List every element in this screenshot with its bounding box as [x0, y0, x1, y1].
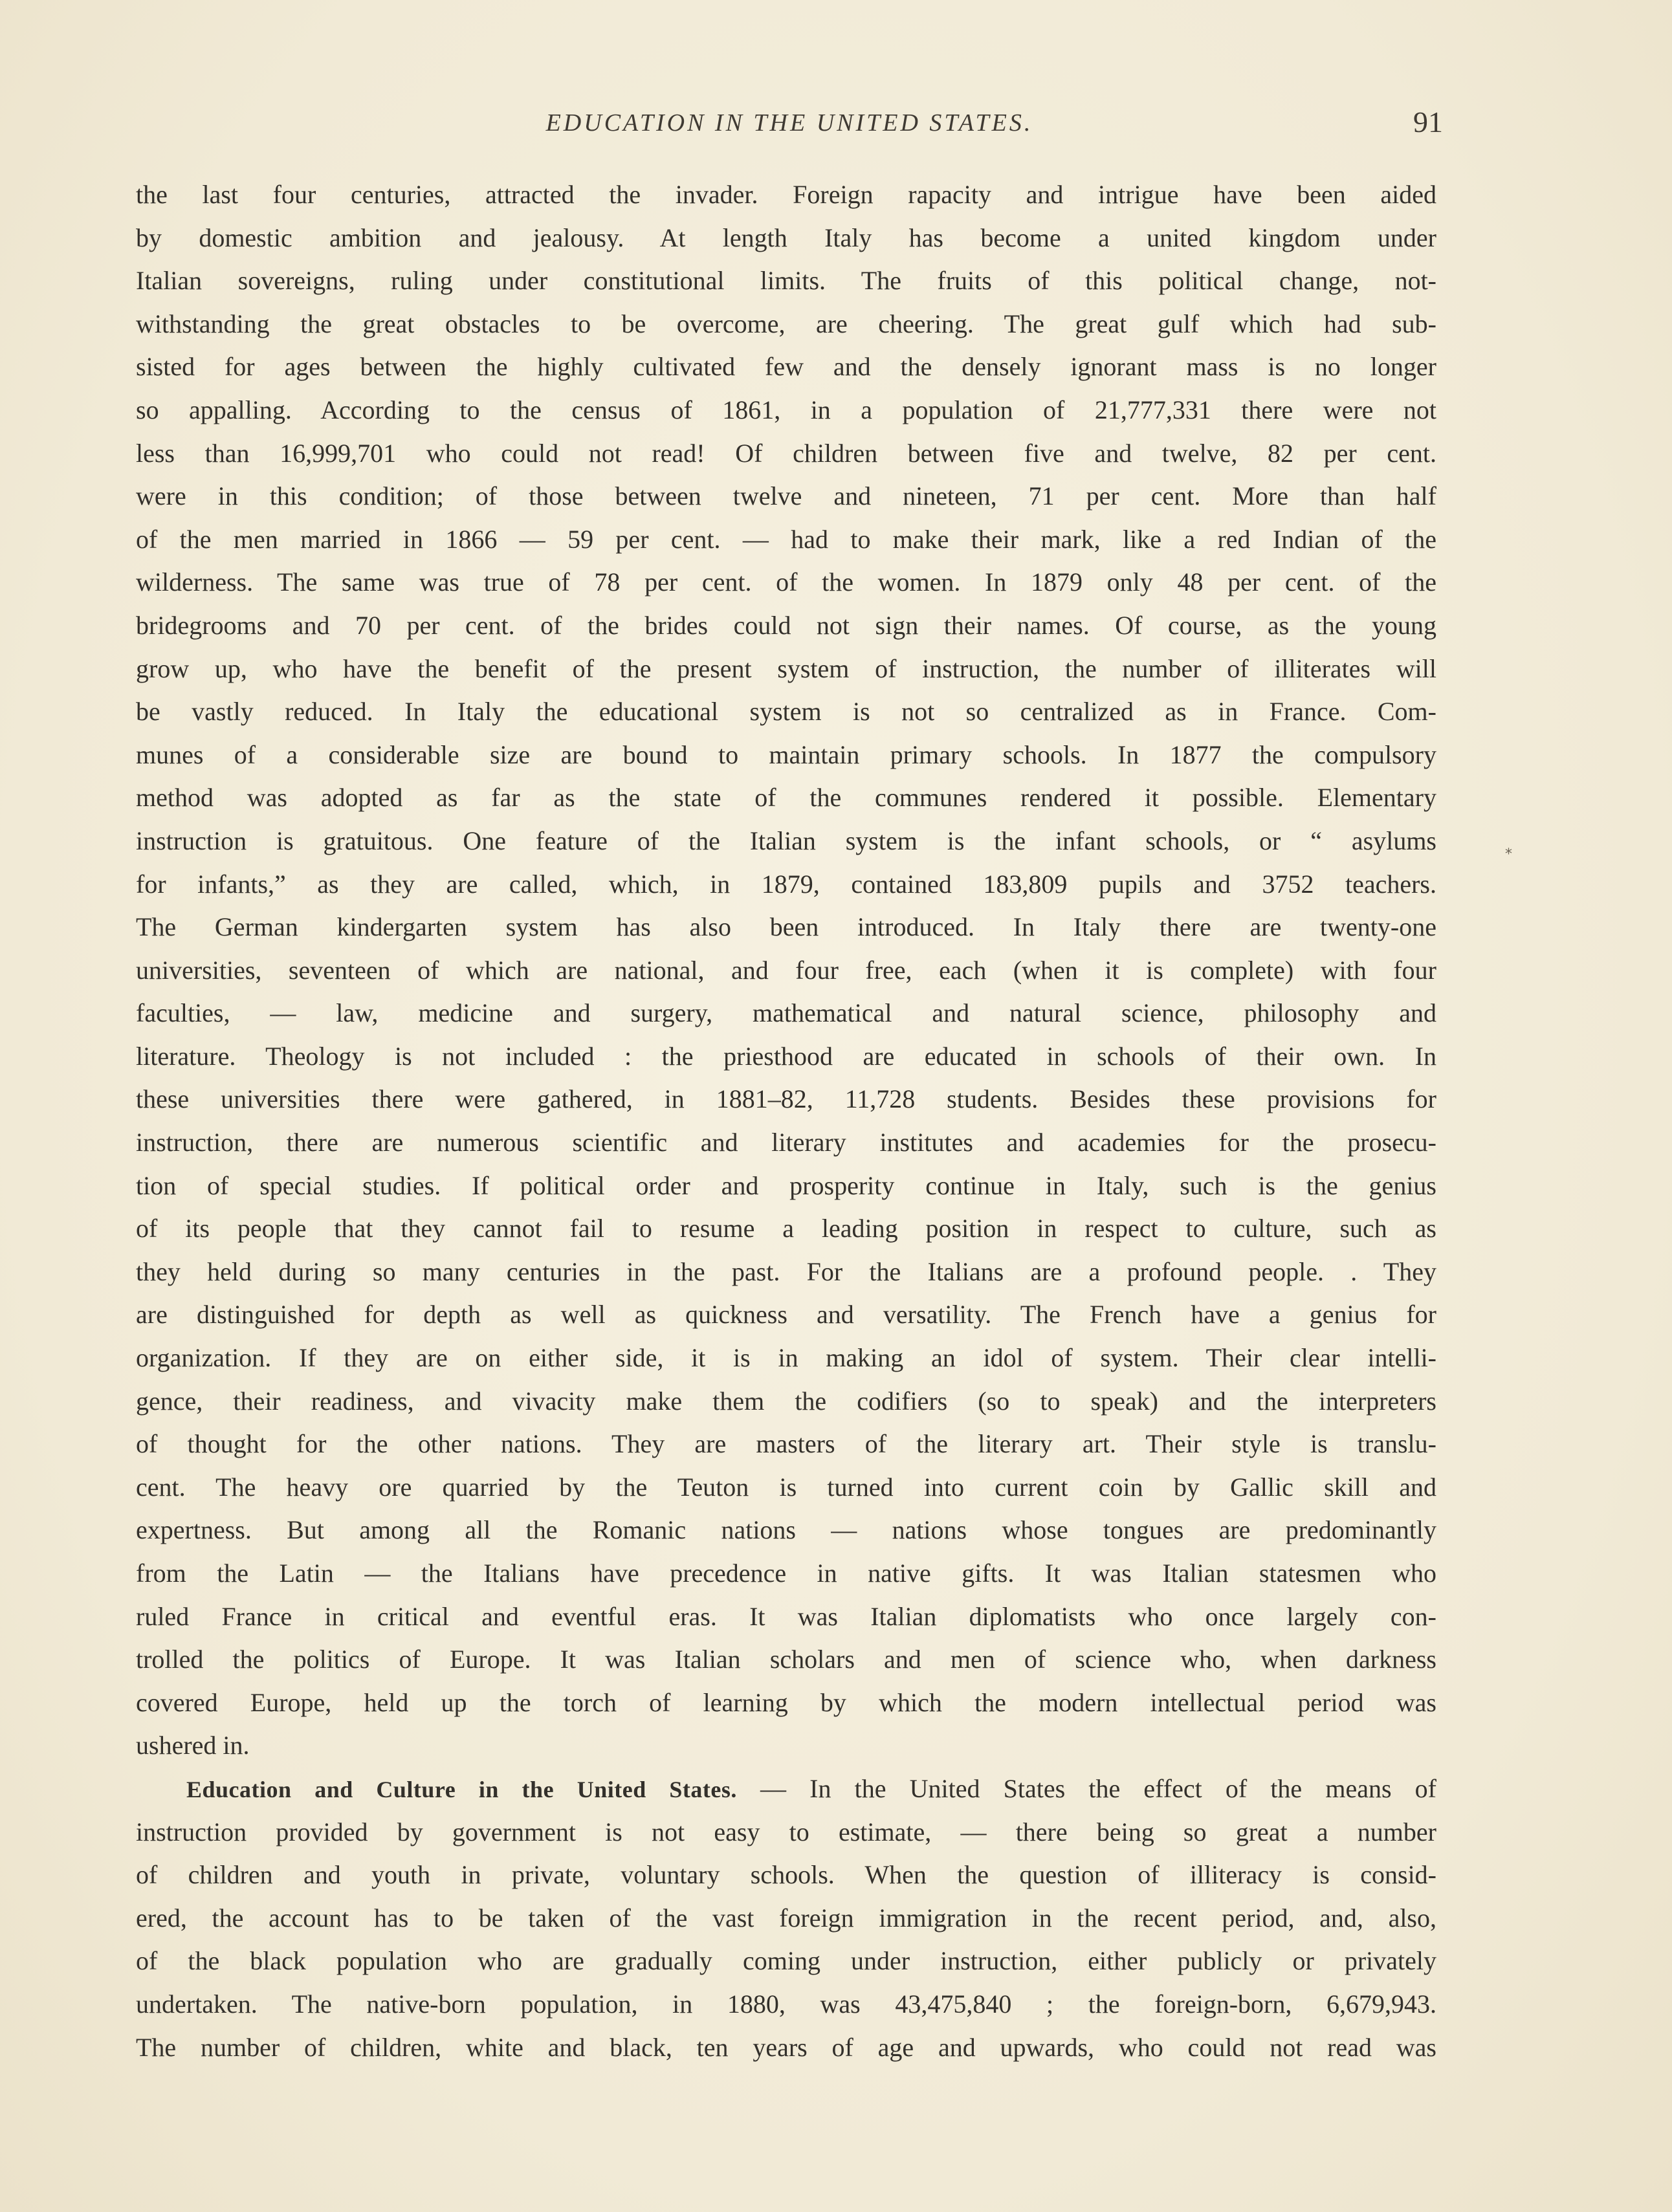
text-line: ruled France in critical and eventful eras. It was Italian diplomatists who once largely con-: [136, 1601, 1436, 1631]
text-line: be vastly reduced. In Italy the educational system is not so centralized as in France. Com-: [136, 697, 1436, 727]
text-line: literature. Theology is not included : the priesthood are educated in schools of their own. In: [136, 1041, 1436, 1071]
text-line: sisted for ages between the highly cultivated few and the densely ignorant mass is no longer: [136, 352, 1436, 382]
text-line: method was adopted as far as the state of the communes rendered it possible. Elementary: [136, 783, 1436, 813]
text-line: of thought for the other nations. They are masters of the literary art. Their style is translu-: [136, 1429, 1436, 1459]
text-line: instruction provided by government is not easy to estimate, — there being so great a number: [136, 1817, 1436, 1846]
text-line: were in this condition; of those between twelve and nineteen, 71 per cent. More than half: [136, 481, 1436, 511]
text-line: The number of children, white and black, ten years of age and upwards, who could not read was: [136, 2032, 1436, 2062]
text-line: grow up, who have the benefit of the present system of instruction, the number of illiterates will: [136, 653, 1436, 683]
paragraph-united-states: [136, 1768, 1436, 2069]
text-line: withstanding the great obstacles to be overcome, are cheering. The great gulf which had sub-: [136, 309, 1436, 338]
text-line: undertaken. The native-born population, in 1880, was 43,475,840 ; the foreign-born, 6,679,943.: [136, 1989, 1436, 2019]
text-line: these universities there were gathered, in 1881–82, 11,728 students. Besides these provisions for: [136, 1084, 1436, 1114]
text-line: trolled the politics of Europe. It was Italian scholars and men of science who, when darkness: [136, 1645, 1436, 1674]
text-line: the last four centuries, attracted the invader. Foreign rapacity and intrigue have been aided: [136, 180, 1436, 209]
text-line: tion of special studies. If political order and prosperity continue in Italy, such is the genius: [136, 1170, 1436, 1200]
text-line: instruction, there are numerous scientific and literary institutes and academies for the prosecu-: [136, 1128, 1436, 1157]
text-line: gence, their readiness, and vivacity make them the codifiers (so to speak) and the interpreters: [136, 1386, 1436, 1416]
text-line: The German kindergarten system has also been introduced. In Italy there are twenty-one: [136, 912, 1436, 942]
text-line: less than 16,999,701 who could not read! Of children between five and twelve, 82 per cent.: [136, 438, 1436, 468]
text-line: universities, seventeen of which are national, and four free, each (when it is complete) with four: [136, 955, 1436, 985]
page-number: 91: [1413, 105, 1443, 138]
text-line: instruction is gratuitous. One feature of the Italian system is the infant schools, or “ asylums: [136, 826, 1436, 855]
text-line: are distinguished for depth as well as quickness and versatility. The French have a genius for: [136, 1300, 1436, 1330]
text-line: of its people that they cannot fail to resume a leading position in respect to culture, such as: [136, 1214, 1436, 1243]
section-lines: [136, 1811, 1436, 2070]
text-line: organization. If they are on either side, it is in making an idol of system. Their clear intelli-: [136, 1343, 1436, 1373]
text-line: ered, the account has to be taken of the vast foreign immigration in the recent period, and, also,: [136, 1903, 1436, 1933]
section-heading-dash: —: [736, 1773, 810, 1803]
section-first-line-text: In the United States the effect of the means of: [809, 1773, 1436, 1803]
text-line: cent. The heavy ore quarried by the Teuton is turned into current coin by Gallic skill and: [136, 1472, 1436, 1502]
text-line: wilderness. The same was true of 78 per cent. of the women. In 1879 only 48 per cent. of the: [136, 567, 1436, 597]
text-line: munes of a considerable size are bound to maintain primary schools. In 1877 the compulsory: [136, 739, 1436, 769]
text-line: covered Europe, held up the torch of learning by which the modern intellectual period was: [136, 1687, 1436, 1717]
section-first-line: [136, 1768, 1436, 1811]
text-line: faculties, — law, medicine and surgery, mathematical and natural science, philosophy and: [136, 998, 1436, 1028]
text-line: they held during so many centuries in the past. For the Italians are a profound people. . They: [136, 1256, 1436, 1286]
text-line: from the Latin — the Italians have precedence in native gifts. It was Italian statesmen who: [136, 1559, 1436, 1588]
text-line: of the black population who are gradually coming under instruction, either publicly or privately: [136, 1946, 1436, 1976]
text-line: of children and youth in private, voluntary schools. When the question of illiteracy is consid-: [136, 1860, 1436, 1890]
text-line: ushered in.: [136, 1731, 250, 1760]
running-head: [136, 105, 1443, 150]
body-text: [136, 173, 1436, 2069]
text-line: for infants,” as they are called, which, in 1879, contained 183,809 pupils and 3752 teachers.: [136, 869, 1436, 899]
margin-asterisk-mark: *: [1505, 846, 1512, 862]
text-line: by domestic ambition and jealousy. At length Italy has become a united kingdom under: [136, 223, 1436, 252]
running-title: EDUCATION IN THE UNITED STATES.: [545, 109, 1033, 137]
text-line: Italian sovereigns, ruling under constitutional limits. The fruits of this political change, not-: [136, 266, 1436, 296]
text-line: bridegrooms and 70 per cent. of the brides could not sign their names. Of course, as the young: [136, 610, 1436, 640]
text-line: so appalling. According to the census of 1861, in a population of 21,777,331 there were not: [136, 395, 1436, 424]
text-line: of the men married in 1866 — 59 per cent. — had to make their mark, like a red Indian of the: [136, 524, 1436, 554]
text-line: expertness. But among all the Romanic nations — nations whose tongues are predominantly: [136, 1515, 1436, 1545]
paragraph-italy: [136, 173, 1436, 1768]
section-heading: Education and Culture in the United States.: [186, 1776, 737, 1802]
